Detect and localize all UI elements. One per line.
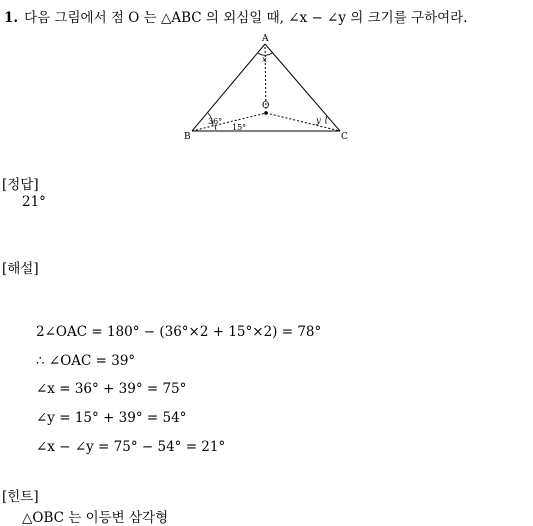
- point-o: [264, 111, 268, 115]
- answer-value: 21°: [22, 194, 46, 210]
- angle-36-label: 36°: [208, 117, 223, 126]
- label-y: y: [316, 116, 321, 126]
- side-ac: [265, 44, 340, 131]
- angle-15-label: 15°: [232, 123, 247, 132]
- label-o: O: [262, 101, 270, 111]
- hint-text: △OBC 는 이등변 삼각형: [22, 510, 169, 526]
- problem-number: 1.: [4, 10, 19, 26]
- side-ab: [192, 44, 265, 131]
- segment-ob: [192, 113, 266, 131]
- explanation-step-1: 2∠OAC = 180° − (36°×2 + 15°×2) = 78°: [36, 324, 322, 340]
- answer-heading: [정답]: [2, 177, 39, 193]
- segment-oc: [266, 113, 340, 131]
- label-b: B: [184, 132, 191, 142]
- label-x: x: [262, 55, 267, 65]
- label-c: C: [341, 132, 348, 142]
- hint-heading: [힌트]: [2, 489, 39, 505]
- label-a: A: [262, 34, 269, 44]
- explanation-step-3: ∠x = 36° + 39° = 75°: [36, 381, 187, 397]
- explanation-heading: [해설]: [2, 261, 39, 277]
- explanation-step-2: ∴ ∠OAC = 39°: [36, 353, 136, 369]
- problem-text: 다음 그림에서 점 O 는 △ABC 의 외심일 때, ∠x − ∠y 의 크기를 구하여라.: [24, 10, 468, 26]
- explanation-step-4: ∠y = 15° + 39° = 54°: [36, 410, 187, 426]
- explanation-step-5: ∠x − ∠y = 75° − 54° = 21°: [36, 439, 226, 455]
- angle-y-arc: [326, 116, 327, 124]
